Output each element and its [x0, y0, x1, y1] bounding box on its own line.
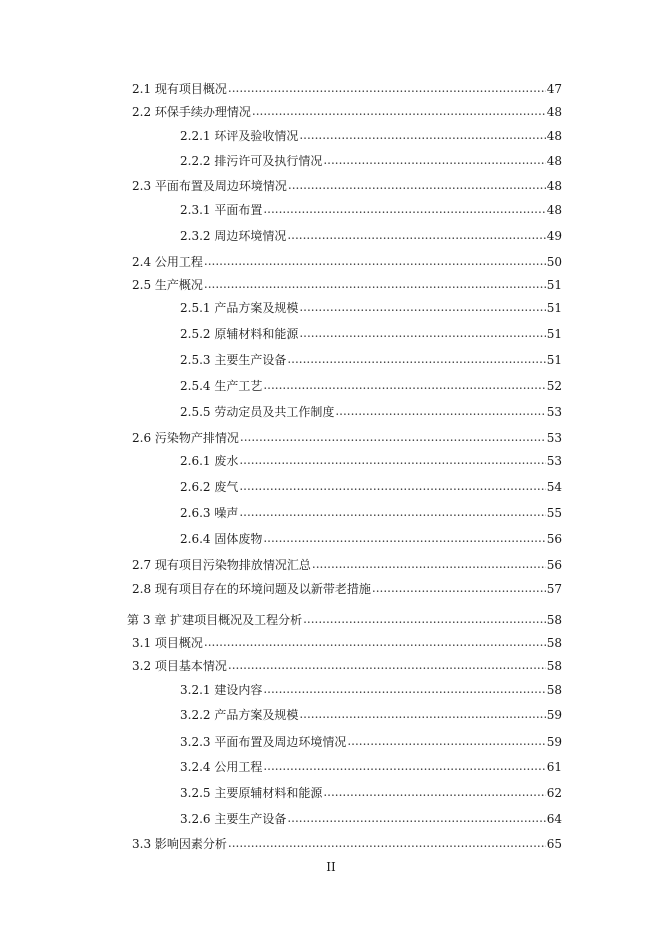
toc-dot-leader [263, 529, 545, 547]
toc-entry-page: 48 [546, 203, 562, 217]
toc-entry-page: 53 [546, 431, 562, 445]
toc-dot-leader [323, 783, 545, 801]
toc-entry-page: 56 [546, 558, 562, 572]
toc-entry-title: 2.6 污染物产排情况 [132, 431, 239, 445]
toc-dot-leader [228, 834, 546, 852]
toc-entry-title: 2.6.2 废气 [180, 480, 239, 494]
toc-entry-title: 3.2.6 主要生产设备 [180, 812, 287, 826]
toc-entry-page: 62 [546, 786, 562, 800]
toc-dot-leader [335, 402, 545, 420]
toc-entry[interactable] [180, 810, 562, 828]
toc-entry[interactable] [180, 299, 562, 317]
toc-entry-page: 59 [546, 708, 562, 722]
toc-dot-leader [299, 298, 545, 316]
toc-dot-leader [299, 126, 545, 144]
toc-dot-leader [263, 680, 545, 698]
toc-entry-page: 49 [546, 229, 562, 243]
toc-entry-page: 58 [546, 659, 562, 673]
toc-entry-title: 2.3.2 周边环境情况 [180, 229, 287, 243]
toc-entry[interactable] [132, 177, 562, 195]
toc-entry[interactable] [132, 253, 562, 271]
toc-dot-leader [252, 102, 546, 120]
toc-entry-title: 2.3 平面布置及周边环境情况 [132, 179, 287, 193]
toc-entry[interactable] [180, 733, 562, 751]
toc-entry-page: 57 [546, 582, 562, 596]
toc-entry-title: 2.5.3 主要生产设备 [180, 353, 287, 367]
toc-entry-title: 2.6.1 废水 [180, 454, 239, 468]
toc-dot-leader [287, 809, 545, 827]
toc-entry[interactable] [180, 227, 562, 245]
toc-entry[interactable] [180, 452, 562, 470]
toc-dot-leader [263, 200, 545, 218]
toc-entry[interactable] [132, 580, 562, 598]
toc-entry-page: 47 [546, 82, 562, 96]
toc-entry-page: 48 [546, 105, 562, 119]
toc-dot-leader [288, 176, 546, 194]
toc-entry-title: 3.2.2 产品方案及规模 [180, 708, 299, 722]
toc-entry[interactable] [180, 403, 562, 421]
toc-entry[interactable] [180, 325, 562, 343]
toc-entry-title: 3.2.5 主要原辅材料和能源 [180, 786, 323, 800]
toc-entry-page: 50 [546, 255, 562, 269]
toc-dot-leader [347, 732, 545, 750]
toc-dot-leader [263, 757, 545, 775]
toc-entry-title: 3.2.3 平面布置及周边环境情况 [180, 735, 347, 749]
toc-entry-title: 2.2.1 环评及验收情况 [180, 129, 299, 143]
toc-dot-leader [263, 376, 545, 394]
toc-entry-page: 53 [546, 405, 562, 419]
toc-entry-page: 65 [546, 837, 562, 851]
toc-entry-page: 48 [546, 154, 562, 168]
toc-entry-title: 2.1 现有项目概况 [132, 82, 227, 96]
toc-entry[interactable] [132, 80, 562, 98]
page-number: II [326, 860, 336, 874]
toc-entry-title: 2.3.1 平面布置 [180, 203, 263, 217]
toc-entry[interactable] [180, 530, 562, 548]
toc-entry-title: 3.1 项目概况 [132, 636, 203, 650]
toc-entry[interactable] [180, 127, 562, 145]
toc-entry[interactable] [180, 758, 562, 776]
toc-entry[interactable] [132, 835, 562, 853]
toc-entry[interactable] [132, 657, 562, 675]
toc-entry-page: 51 [546, 353, 562, 367]
toc-entry-title: 2.5.2 原辅材料和能源 [180, 327, 299, 341]
toc-entry-title: 3.3 影响因素分析 [132, 837, 227, 851]
toc-dot-leader [303, 610, 546, 628]
toc-entry-page: 56 [546, 532, 562, 546]
toc-dot-leader [323, 151, 545, 169]
toc-entry-title: 2.6.3 噪声 [180, 506, 239, 520]
toc-entry-page: 58 [546, 613, 562, 627]
toc-entry-title: 2.5.4 生产工艺 [180, 379, 263, 393]
toc-dot-leader [204, 252, 546, 270]
toc-entry[interactable] [132, 429, 562, 447]
toc-entry[interactable] [132, 103, 562, 121]
toc-entry-title: 3.2.4 公用工程 [180, 760, 263, 774]
toc-entry[interactable] [132, 556, 562, 574]
toc-entry-page: 48 [546, 179, 562, 193]
toc-entry-page: 55 [546, 506, 562, 520]
toc-dot-leader [372, 579, 546, 597]
toc-entry-title: 2.8 现有项目存在的环境问题及以新带老措施 [132, 582, 371, 596]
toc-entry-page: 61 [546, 760, 562, 774]
toc-entry-title: 2.5 生产概况 [132, 278, 203, 292]
toc-dot-leader [204, 275, 546, 293]
toc-entry-title: 3.2 项目基本情况 [132, 659, 227, 673]
toc-entry-page: 64 [546, 812, 562, 826]
toc-entry-title: 2.5.5 劳动定员及共工作制度 [180, 405, 335, 419]
toc-dot-leader [239, 477, 545, 495]
toc-entry-page: 59 [546, 735, 562, 749]
toc-dot-leader [204, 633, 546, 651]
toc-entry-page: 48 [546, 129, 562, 143]
toc-dot-leader [239, 451, 545, 469]
toc-entry-title: 3.2.1 建设内容 [180, 683, 263, 697]
toc-entry-title: 2.2.2 排污许可及执行情况 [180, 154, 323, 168]
toc-dot-leader [228, 656, 546, 674]
toc-entry[interactable] [180, 784, 562, 802]
toc-entry-title: 2.6.4 固体废物 [180, 532, 263, 546]
toc-entry[interactable] [180, 377, 562, 395]
toc-entry-page: 54 [546, 480, 562, 494]
toc-entry-page: 51 [546, 278, 562, 292]
toc-dot-leader [240, 428, 546, 446]
toc-entry-page: 51 [546, 327, 562, 341]
toc-dot-leader [287, 226, 545, 244]
toc-entry-page: 52 [546, 379, 562, 393]
toc-entry-page: 58 [546, 636, 562, 650]
toc-entry[interactable] [180, 201, 562, 219]
toc-entry-page: 53 [546, 454, 562, 468]
toc-dot-leader [287, 350, 545, 368]
toc-dot-leader [239, 503, 545, 521]
toc-entry-page: 58 [546, 683, 562, 697]
toc-entry[interactable] [180, 681, 562, 699]
toc-entry-title: 第 3 章 扩建项目概况及工程分析 [127, 613, 303, 627]
toc-entry[interactable] [132, 276, 562, 294]
toc-entry[interactable] [180, 504, 562, 522]
toc-entry-title: 2.7 现有项目污染物排放情况汇总 [132, 558, 311, 572]
toc-entry-title: 2.2 环保手续办理情况 [132, 105, 251, 119]
toc-entry[interactable] [180, 152, 562, 170]
toc-dot-leader [312, 555, 546, 573]
toc-dot-leader [228, 79, 546, 97]
toc-entry-title: 2.5.1 产品方案及规模 [180, 301, 299, 315]
toc-entry[interactable] [132, 634, 562, 652]
toc-entry[interactable] [180, 706, 562, 724]
toc-dot-leader [299, 705, 545, 723]
toc-entry-title: 2.4 公用工程 [132, 255, 203, 269]
toc-dot-leader [299, 324, 545, 342]
toc-entry-page: 51 [546, 301, 562, 315]
toc-entry[interactable] [180, 478, 562, 496]
toc-entry[interactable] [180, 351, 562, 369]
toc-entry[interactable] [127, 611, 562, 629]
